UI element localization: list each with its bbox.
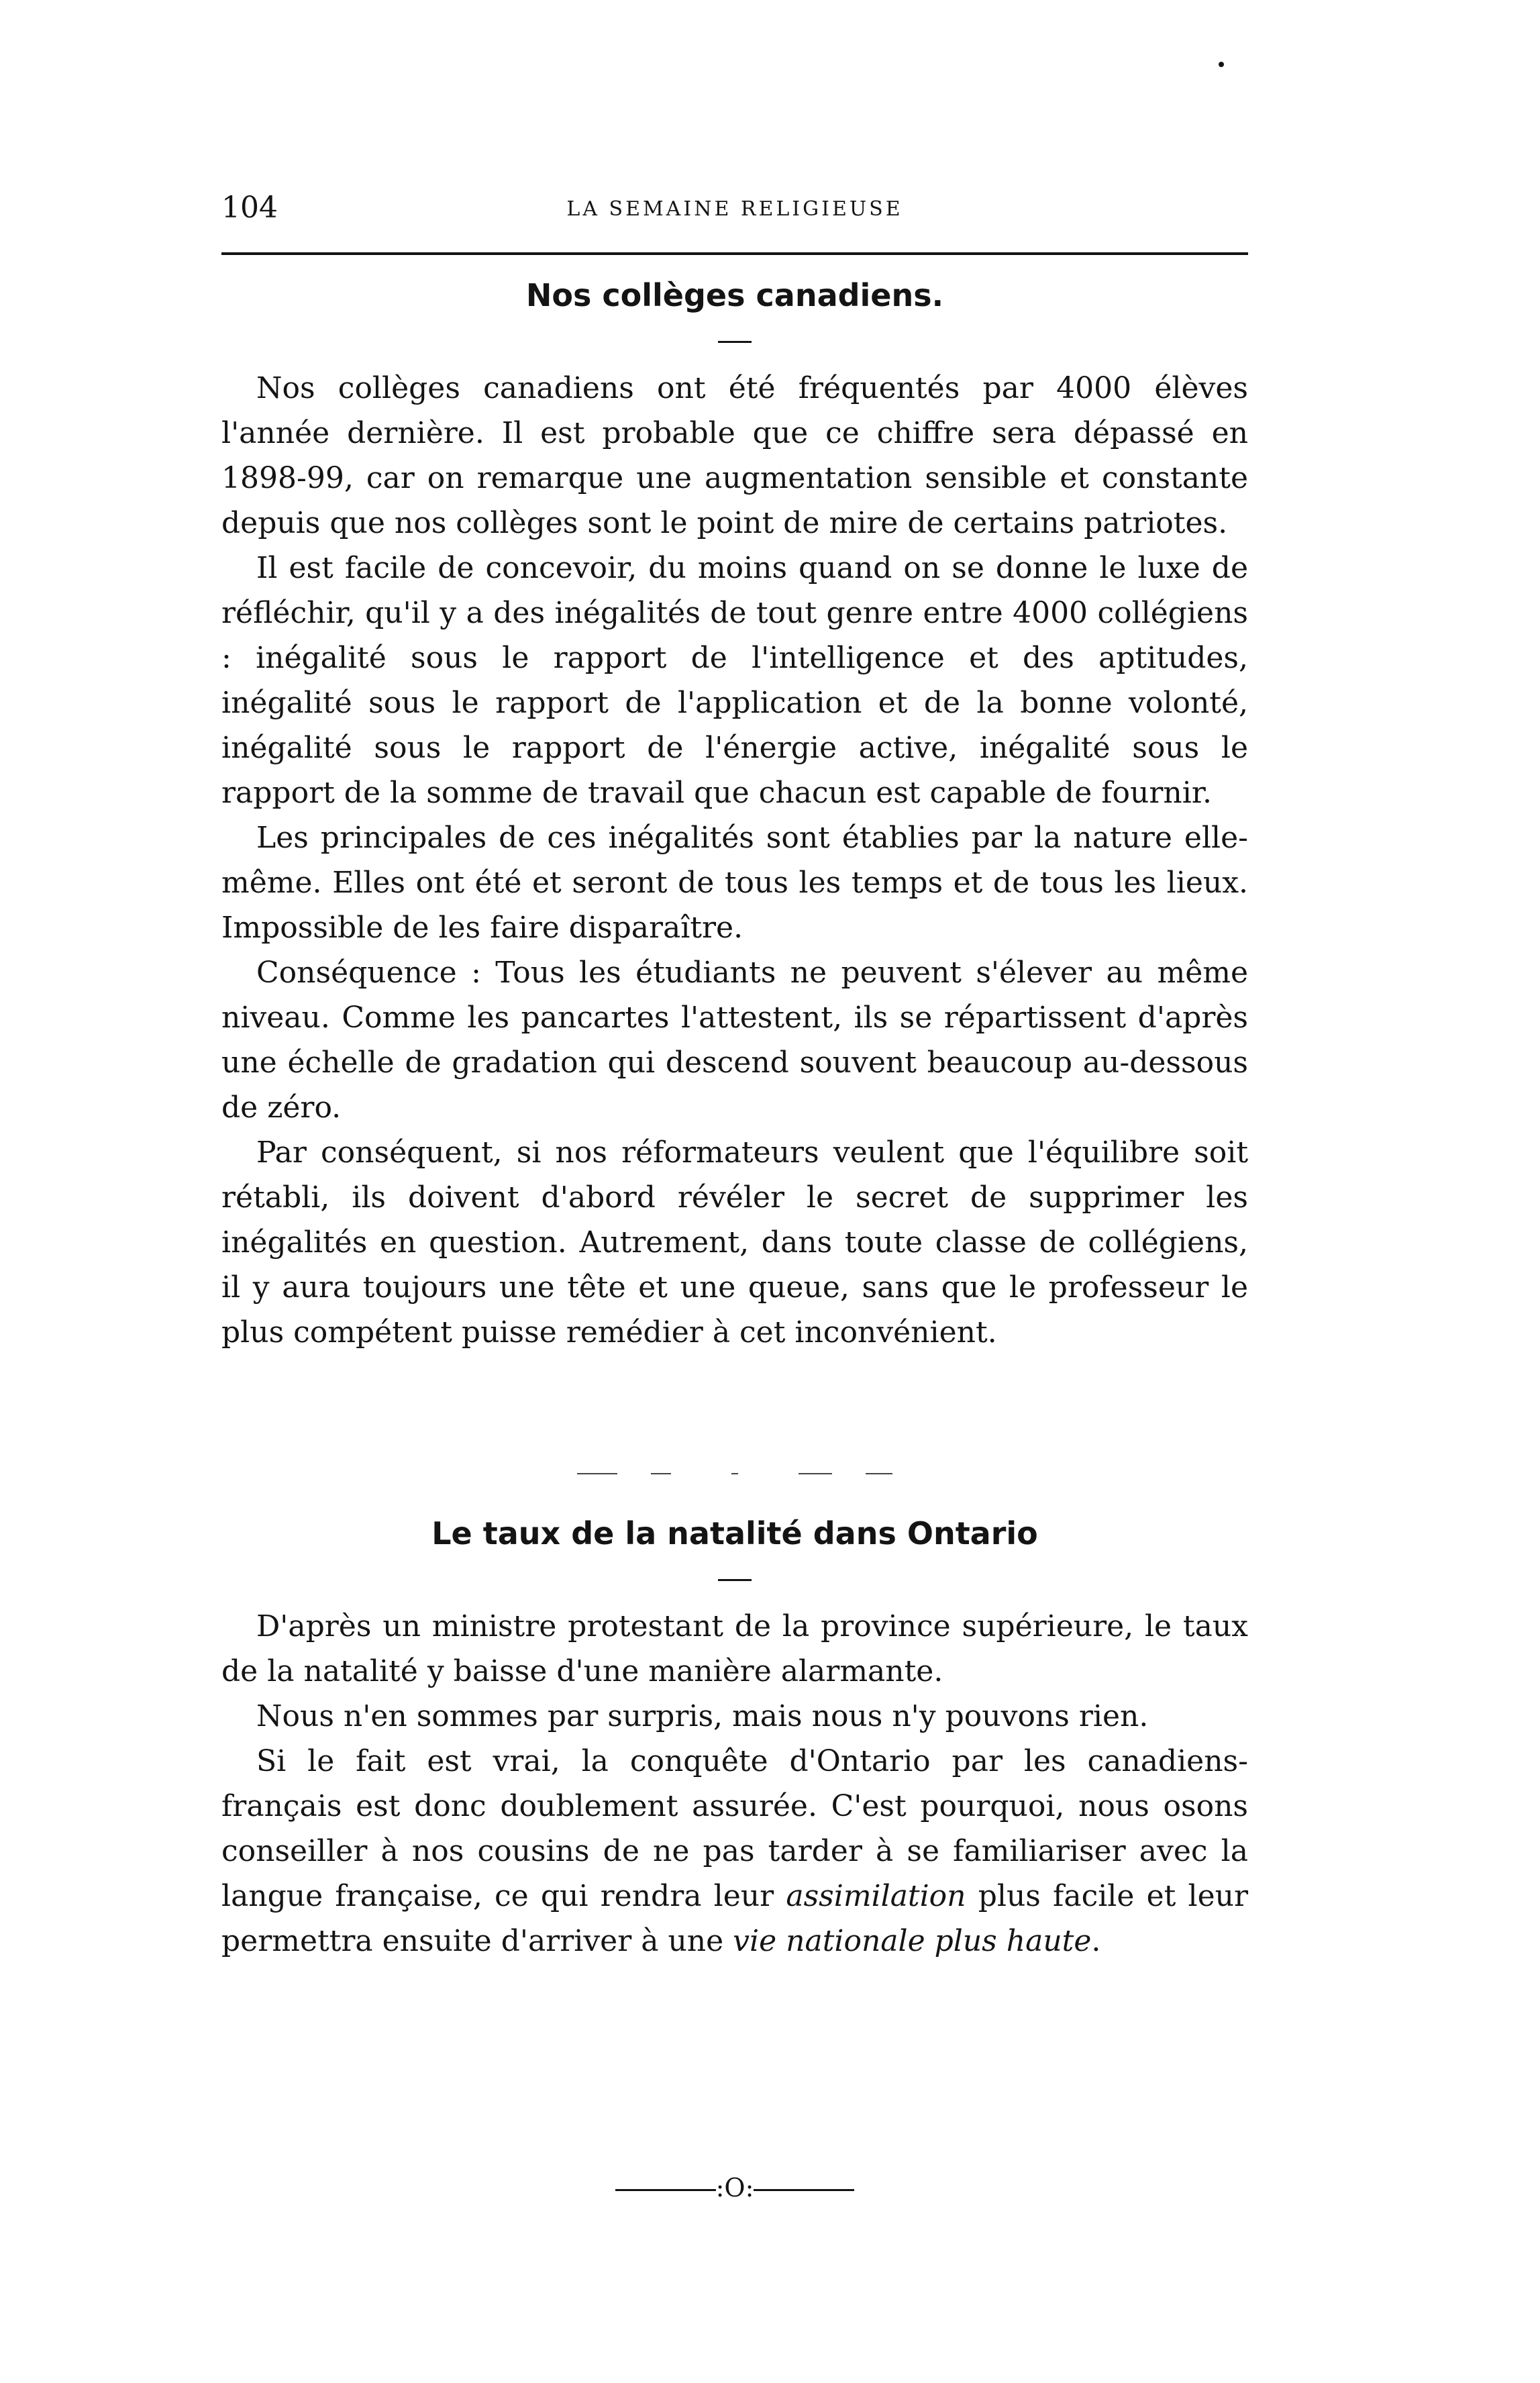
- section-separator: [577, 1473, 913, 1476]
- ornament-line: [615, 2189, 716, 2191]
- paragraph: Nous n'en sommes par surpris, mais nous n'y pouvons rien.: [256, 1699, 1149, 1733]
- paragraph-text: plus facile et leur permettra ensuite d'arriver à une: [221, 1879, 1248, 1958]
- paragraph: Conséquence : Tous les étudiants ne peuvent s'élever au même niveau. Comme les pancartes l'attestent, ils se répartissent d'après une échelle de gradation qui descend souvent beaucoup au-dessous de zéro.: [221, 956, 1248, 1125]
- paragraph: Nos collèges canadiens ont été fréquentés par 4000 élèves l'année dernière. Il est probable que ce chiffre sera dépassé en 1898-99, car on remarque une augmentation sensible et constante depuis que nos collèges sont le point de mire de certains patriotes.: [221, 371, 1248, 540]
- italic-phrase: assimilation: [786, 1879, 966, 1913]
- running-head: [221, 191, 1248, 238]
- paragraph-text: Si le fait est vrai, la conquête d'Ontario par les canadiens-français est donc doublement assurée. C'est pourquoi, nous osons conseiller à nos cousins de ne pas tarder à se familiariser avec la langue française, ce qui rendra leur: [221, 1744, 1248, 1913]
- article-natalite: [221, 1507, 1248, 1964]
- paragraph-text: .: [1091, 1924, 1101, 1958]
- article-title: Nos collèges canadiens.: [525, 277, 944, 313]
- ink-speck: [1219, 62, 1224, 67]
- page-number: 104: [221, 191, 278, 225]
- end-ornament: [221, 2173, 1248, 2202]
- ornament-text: :O:: [715, 2173, 754, 2202]
- italic-phrase: vie nationale plus haute: [733, 1924, 1092, 1958]
- running-title: LA SEMAINE RELIGIEUSE: [566, 197, 903, 221]
- paragraph: Les principales de ces inégalités sont établies par la nature elle-même. Elles ont été et seront de tous les temps et de tous les lieux. Impossible de les faire disparaître.: [221, 821, 1248, 945]
- paragraph: Par conséquent, si nos réformateurs veulent que l'équilibre soit rétabli, ils doivent d'abord révéler le secret de supprimer les inégalités en question. Autrement, dans toute classe de collégiens, il y aura toujours une tête et une queue, sans que le professeur le plus compétent puisse remédier à cet inconvénient.: [221, 1135, 1248, 1350]
- paragraph: [221, 1739, 1248, 1964]
- header-rule: [221, 252, 1248, 255]
- article-colleges: [221, 268, 1248, 1355]
- ornament-line: [754, 2189, 854, 2191]
- paragraph: Il est facile de concevoir, du moins quand on se donne le luxe de réfléchir, qu'il y a des inégalités de tout genre entre 4000 collégiens : inégalité sous le rapport de l'intelligence et des aptitudes, inégalité sous le rapport de l'application et de la bonne volonté, inégalité sous le rapport de l'énergie active, inégalité sous le rapport de la somme de travail que chacun est capable de fournir.: [221, 551, 1248, 810]
- title-rule: [718, 1579, 752, 1581]
- title-rule: [718, 341, 752, 343]
- paragraph: D'après un ministre protestant de la province supérieure, le taux de la natalité y baisse d'une manière alarmante.: [221, 1609, 1248, 1688]
- article-title: Le taux de la natalité dans Ontario: [431, 1515, 1038, 1552]
